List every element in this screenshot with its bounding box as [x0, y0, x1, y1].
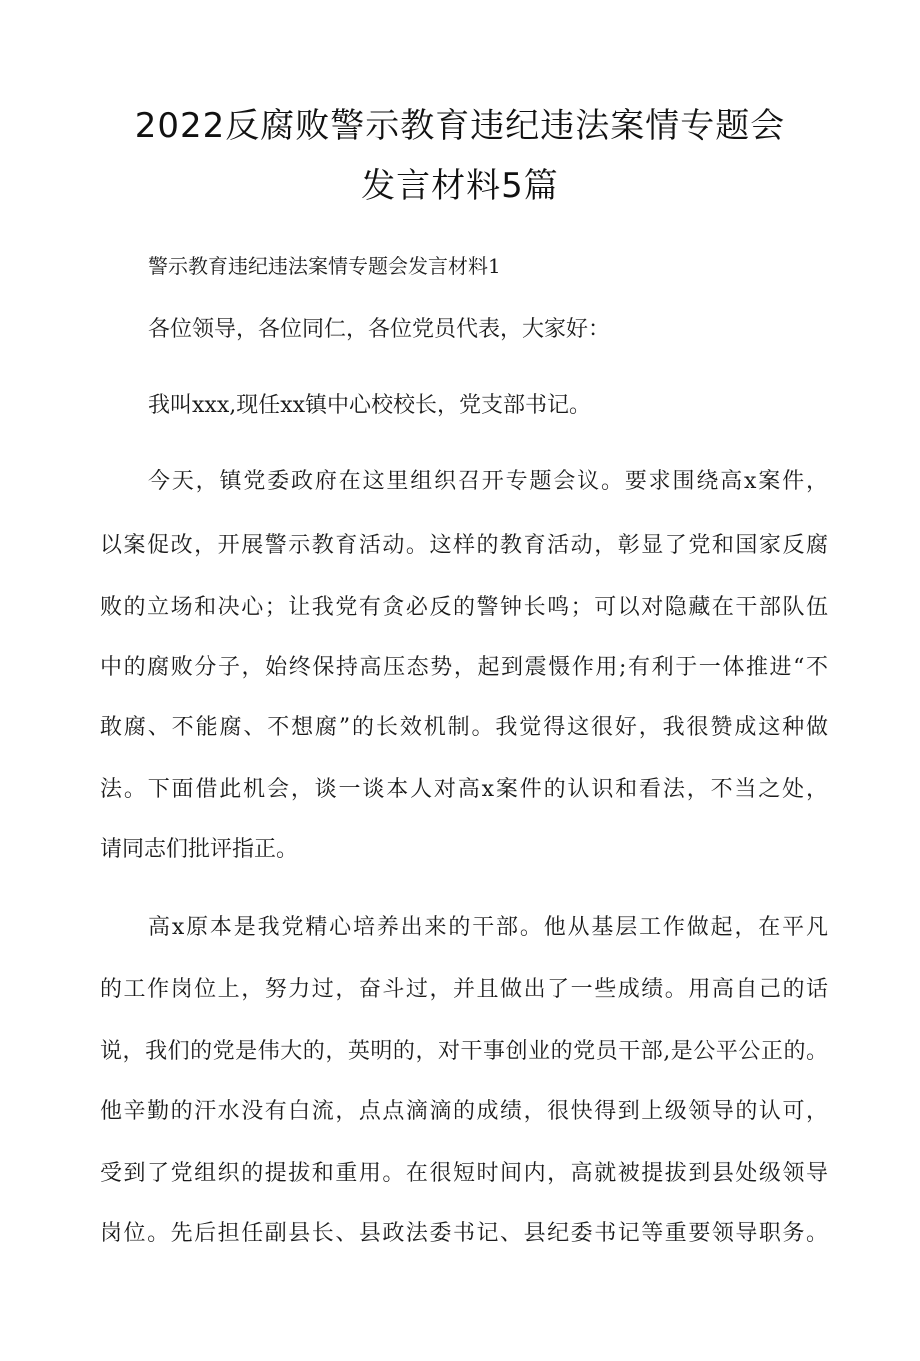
paragraph-1-line: 败的立场和决心；让我党有贪必反的警钟长鸣；可以对隐藏在干部队伍 [100, 595, 828, 620]
paragraph-2-line: 的工作岗位上，努力过，奋斗过，并且做出了一些成绩。用高自己的话 [100, 977, 828, 1002]
document-title-line-2: 发言材料5篇 [361, 166, 559, 206]
paragraph-2-line: 他辛勤的汗水没有白流，点点滴滴的成绩，很快得到上级领导的认可， [100, 1099, 828, 1124]
greeting-line: 各位领导，各位同仁，各位党员代表，大家好： [148, 317, 611, 342]
document-title-line-1: 2022反腐败警示教育违纪违法案情专题会 [134, 106, 786, 146]
paragraph-1-line: 敢腐、不能腐、不想腐”的长效机制。我觉得这很好，我很赞成这种做 [100, 715, 828, 740]
paragraph-1-line: 以案促改，开展警示教育活动。这样的教育活动，彰显了党和国家反腐 [100, 533, 828, 558]
section-subheading: 警示教育违纪违法案情专题会发言材料1 [148, 254, 501, 278]
intro-line: 我叫xxx,现任xx镇中心校校长，党支部书记。 [148, 393, 592, 418]
paragraph-2-line: 受到了党组织的提拔和重用。在很短时间内，高就被提拔到县处级领导 [100, 1161, 828, 1186]
paragraph-2-line: 说，我们的党是伟大的，英明的，对干事创业的党员干部,是公平公正的。 [100, 1039, 828, 1064]
paragraph-2-line: 高x原本是我党精心培养出来的干部。他从基层工作做起，在平凡 [148, 915, 828, 940]
paragraph-1-line: 法。下面借此机会，谈一谈本人对高x案件的认识和看法，不当之处， [100, 777, 828, 802]
paragraph-1-line: 请同志们批评指正。 [100, 837, 299, 862]
paragraph-1-line: 今天，镇党委政府在这里组织召开专题会议。要求围绕高x案件， [148, 469, 828, 494]
paragraph-2-line: 岗位。先后担任副县长、县政法委书记、县纪委书记等重要领导职务。 [100, 1221, 828, 1246]
paragraph-1-line: 中的腐败分子，始终保持高压态势，起到震慑作用;有利于一体推进“不 [100, 655, 828, 680]
